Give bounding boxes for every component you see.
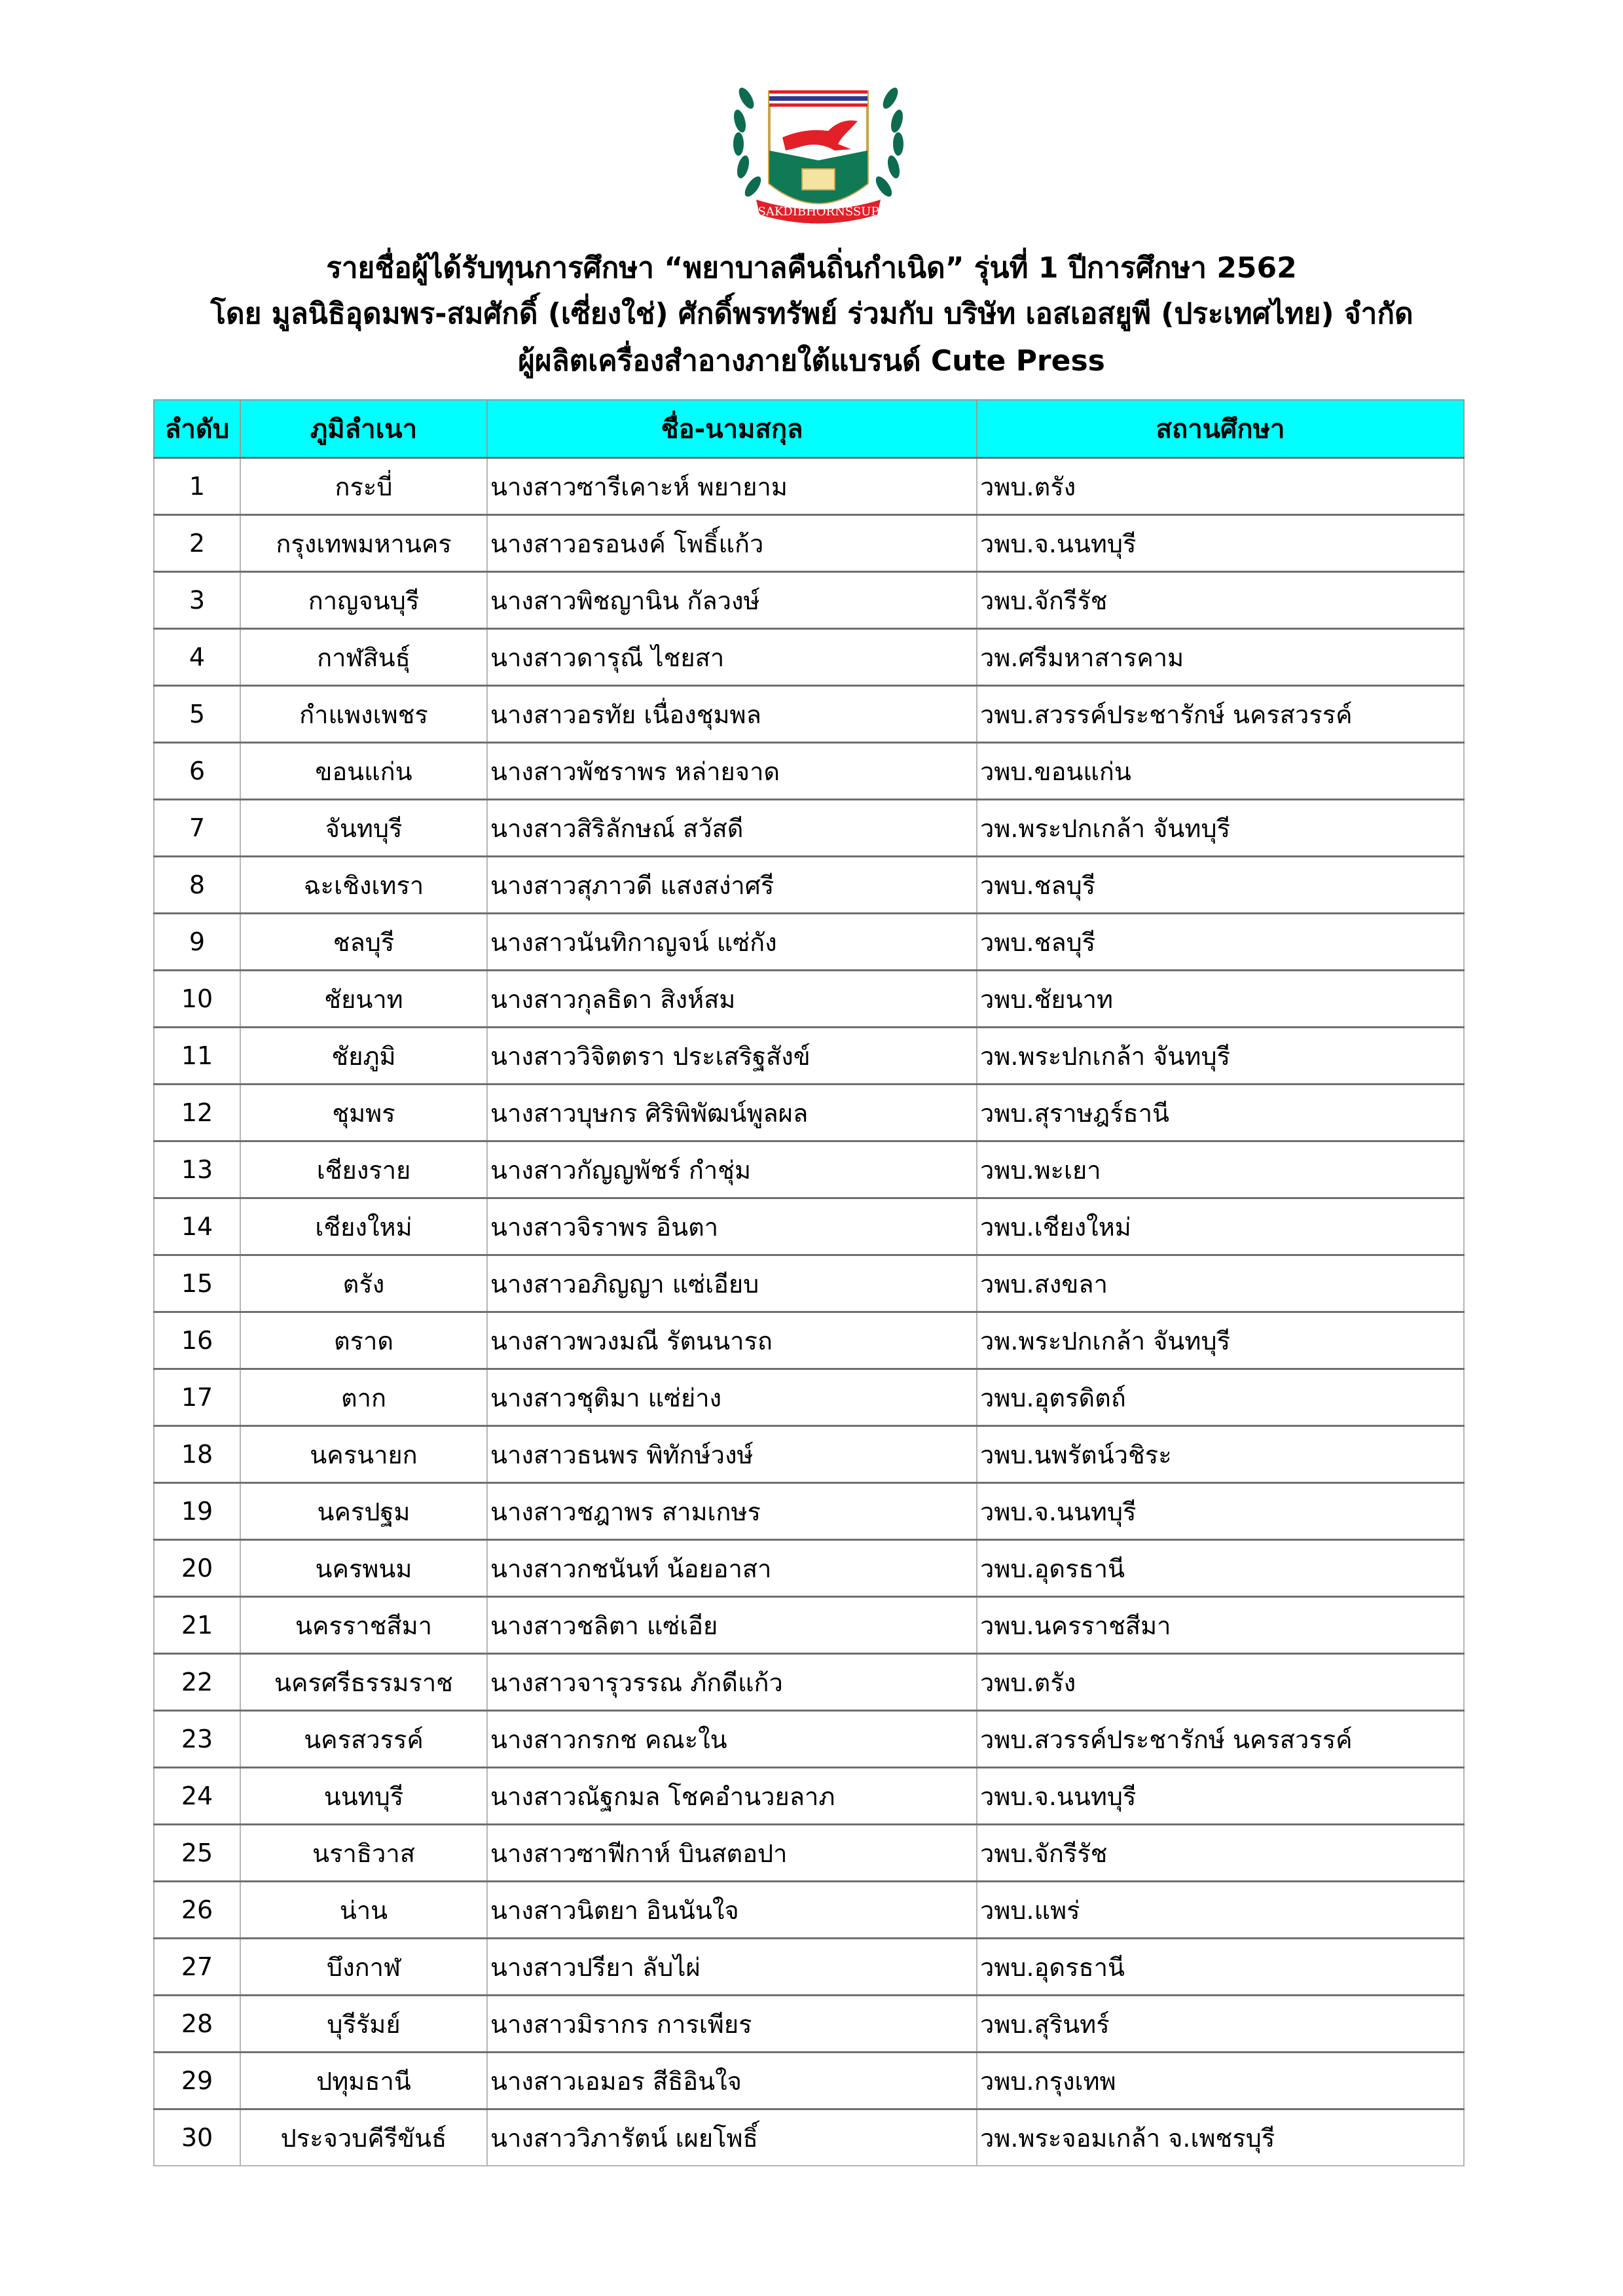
cell-institution: วพบ.สวรรค์ประชารักษ์ นครสวรรค์ [977,1711,1464,1768]
cell-hometown: ปทุมธานี [240,2053,487,2109]
cell-order: 20 [154,1540,240,1597]
cell-full-name: นางสาวชุติมา แซ่ย่าง [487,1369,977,1426]
cell-hometown: ชัยนาท [240,971,487,1028]
cell-hometown: กำแพงเพชร [240,686,487,743]
cell-order: 21 [154,1597,240,1654]
table-row [154,743,1464,800]
cell-full-name: นางสาวบุษกร ศิริพิพัฒน์พูลผล [487,1085,977,1141]
table-row [154,1939,1464,1996]
cell-hometown: ตาก [240,1369,487,1426]
header-hometown: ภูมิลำเนา [240,400,487,458]
table-row [154,1141,1464,1198]
table-row [154,1255,1464,1312]
cell-order: 30 [154,2109,240,2166]
cell-hometown: ชัยภูมิ [240,1028,487,1085]
cell-hometown: จันทบุรี [240,800,487,857]
cell-institution: วพบ.จ.นนทบุรี [977,1768,1464,1825]
cell-full-name: นางสาวซาฟีกาห์ บินสตอปา [487,1825,977,1882]
cell-full-name: นางสาวอรทัย เนื่องชุมพล [487,686,977,743]
cell-full-name: นางสาวนันทิกาญจน์ แซ่กัง [487,914,977,971]
cell-order: 10 [154,971,240,1028]
cell-institution: วพ.พระปกเกล้า จันทบุรี [977,800,1464,857]
cell-institution: วพบ.นครราชสีมา [977,1597,1464,1654]
cell-hometown: น่าน [240,1882,487,1939]
cell-order: 13 [154,1141,240,1198]
cell-hometown: นครราชสีมา [240,1597,487,1654]
cell-full-name: นางสาววิภารัตน์ เผยโพธิ์ [487,2109,977,2166]
table-row [154,857,1464,914]
cell-hometown: กรุงเทพมหานคร [240,515,487,572]
cell-order: 3 [154,572,240,629]
cell-order: 24 [154,1768,240,1825]
cell-full-name: นางสาววิจิตตรา ประเสริฐสังข์ [487,1028,977,1085]
cell-institution: วพบ.จักรีรัช [977,572,1464,629]
cell-full-name: นางสาวสิริลักษณ์ สวัสดี [487,800,977,857]
cell-full-name: นางสาวสุภาวดี แสงสง่าศรี [487,857,977,914]
cell-institution: วพ.พระปกเกล้า จันทบุรี [977,1312,1464,1369]
cell-order: 17 [154,1369,240,1426]
table-row [154,2109,1464,2166]
foundation-logo [720,52,917,229]
cell-order: 28 [154,1996,240,2053]
cell-order: 6 [154,743,240,800]
table-row [154,1312,1464,1369]
table-row [154,1996,1464,2053]
header-institution: สถานศึกษา [977,400,1464,458]
cell-hometown: นครพนม [240,1540,487,1597]
table-row [154,1198,1464,1255]
cell-institution: วพบ.สุราษฎร์ธานี [977,1085,1464,1141]
cell-institution: วพบ.จักรีรัช [977,1825,1464,1882]
cell-hometown: นครปฐม [240,1483,487,1540]
cell-full-name: นางสาวพิชญานิน กัลวงษ์ [487,572,977,629]
cell-order: 9 [154,914,240,971]
table-row [154,1597,1464,1654]
header-order: ลำดับ [154,400,240,458]
table-header-row [154,400,1464,458]
cell-full-name: นางสาวอรอนงค์ โพธิ์แก้ว [487,515,977,572]
cell-full-name: นางสาวชฎาพร สามเกษร [487,1483,977,1540]
table-row [154,458,1464,515]
cell-order: 26 [154,1882,240,1939]
cell-hometown: ชลบุรี [240,914,487,971]
cell-full-name: นางสาวดารุณี ไชยสา [487,629,977,686]
cell-institution: วพบ.เชียงใหม่ [977,1198,1464,1255]
cell-institution: วพบ.ชลบุรี [977,914,1464,971]
table-row [154,971,1464,1028]
cell-full-name: นางสาวปรียา ลับไผ่ [487,1939,977,1996]
cell-hometown: นครศรีธรรมราช [240,1654,487,1711]
cell-institution: วพบ.ตรัง [977,458,1464,515]
cell-order: 23 [154,1711,240,1768]
cell-order: 2 [154,515,240,572]
cell-order: 27 [154,1939,240,1996]
cell-order: 5 [154,686,240,743]
cell-full-name: นางสาวกชนันท์ น้อยอาสา [487,1540,977,1597]
cell-full-name: นางสาวจิราพร อินตา [487,1198,977,1255]
cell-institution: วพบ.สงขลา [977,1255,1464,1312]
cell-hometown: นราธิวาส [240,1825,487,1882]
cell-order: 18 [154,1426,240,1483]
cell-full-name: นางสาวชลิตา แซ่เอีย [487,1597,977,1654]
document-title-line-3: ผู้ผลิตเครื่องสำอางภายใต้แบรนด์ Cute Press [518,344,1105,378]
cell-order: 7 [154,800,240,857]
cell-hometown: นนทบุรี [240,1768,487,1825]
cell-full-name: นางสาวจารุวรรณ ภักดีแก้ว [487,1654,977,1711]
cell-hometown: ตราด [240,1312,487,1369]
table-row [154,1028,1464,1085]
cell-institution: วพบ.ตรัง [977,1654,1464,1711]
cell-hometown: ขอนแก่น [240,743,487,800]
cell-order: 11 [154,1028,240,1085]
cell-order: 22 [154,1654,240,1711]
header-full-name: ชื่อ-นามสกุล [487,400,977,458]
table-row [154,515,1464,572]
cell-institution: วพบ.พะเยา [977,1141,1464,1198]
table-row [154,1768,1464,1825]
cell-institution: วพบ.ขอนแก่น [977,743,1464,800]
cell-institution: วพบ.อุตรดิตถ์ [977,1369,1464,1426]
cell-hometown: ตรัง [240,1255,487,1312]
cell-hometown: ประจวบคีรีขันธ์ [240,2109,487,2166]
table-row [154,1369,1464,1426]
cell-institution: วพบ.อุดรธานี [977,1939,1464,1996]
cell-full-name: นางสาวธนพร พิทักษ์วงษ์ [487,1426,977,1483]
cell-full-name: นางสาวกุลธิดา สิงห์สม [487,971,977,1028]
logo-text: SAKDIBHORNSSUP [757,205,879,219]
cell-hometown: ชุมพร [240,1085,487,1141]
cell-full-name: นางสาวเอมอร สีธิอินใจ [487,2053,977,2109]
cell-institution: วพบ.อุดรธานี [977,1540,1464,1597]
cell-hometown: ฉะเชิงเทรา [240,857,487,914]
table-row [154,1825,1464,1882]
cell-order: 14 [154,1198,240,1255]
document-title-line-1: รายชื่อผู้ได้รับทุนการศึกษา “พยาบาลคืนถิ่นกำเนิด” รุ่นที่ 1 ปีการศึกษา 2562 [326,251,1297,285]
cell-full-name: นางสาวพวงมณี รัตนนารถ [487,1312,977,1369]
cell-order: 25 [154,1825,240,1882]
table-row [154,2053,1464,2109]
cell-hometown: บุรีรัมย์ [240,1996,487,2053]
cell-institution: วพบ.ชลบุรี [977,857,1464,914]
cell-full-name: นางสาวกัญญพัชร์ กำชุ่ม [487,1141,977,1198]
cell-hometown: เชียงราย [240,1141,487,1198]
cell-order: 29 [154,2053,240,2109]
cell-institution: วพบ.จ.นนทบุรี [977,1483,1464,1540]
laurel-right-icon [873,85,905,199]
table-row [154,800,1464,857]
cell-full-name: นางสาวมิรากร การเพียร [487,1996,977,2053]
cell-order: 4 [154,629,240,686]
cell-full-name: นางสาวพัชราพร หล่ายจาด [487,743,977,800]
scholarship-recipients-table [153,399,1465,2166]
document-title-line-2: โดย มูลนิธิอุดมพร-สมศักดิ์ (เซี่ยงใช่) ศักดิ์พรทรัพย์ ร่วมกับ บริษัท เอสเอสยูพี (ประเทศไทย) จำกัด [210,297,1413,331]
cell-full-name: นางสาวอภิญญา แซ่เอียบ [487,1255,977,1312]
cell-order: 1 [154,458,240,515]
table-row [154,1540,1464,1597]
table-row [154,1882,1464,1939]
cell-institution: วพบ.สุรินทร์ [977,1996,1464,2053]
cell-order: 19 [154,1483,240,1540]
table-row [154,1085,1464,1141]
cell-institution: วพบ.ชัยนาท [977,971,1464,1028]
table-row [154,1654,1464,1711]
cell-order: 8 [154,857,240,914]
table-row [154,1483,1464,1540]
table-row [154,1711,1464,1768]
book-icon [802,169,835,190]
cell-hometown: นครนายก [240,1426,487,1483]
cell-hometown: กาญจนบุรี [240,572,487,629]
table-row [154,914,1464,971]
cell-hometown: เชียงใหม่ [240,1198,487,1255]
cell-order: 15 [154,1255,240,1312]
cell-institution: วพ.ศรีมหาสารคาม [977,629,1464,686]
cell-full-name: นางสาวซารีเคาะห์ พยายาม [487,458,977,515]
cell-institution: วพ.พระจอมเกล้า จ.เพชรบุรี [977,2109,1464,2166]
cell-hometown: นครสวรรค์ [240,1711,487,1768]
cell-full-name: นางสาวกรกช คณะใน [487,1711,977,1768]
cell-hometown: กาฬสินธุ์ [240,629,487,686]
table-row [154,572,1464,629]
table-row [154,686,1464,743]
cell-institution: วพบ.จ.นนทบุรี [977,515,1464,572]
cell-order: 12 [154,1085,240,1141]
cell-order: 16 [154,1312,240,1369]
cell-institution: วพบ.นพรัตน์วชิระ [977,1426,1464,1483]
cell-institution: วพ.พระปกเกล้า จันทบุรี [977,1028,1464,1085]
cell-hometown: บึงกาฬ [240,1939,487,1996]
cell-institution: วพบ.แพร่ [977,1882,1464,1939]
cell-full-name: นางสาวนิตยา อินนันใจ [487,1882,977,1939]
table-row [154,629,1464,686]
cell-full-name: นางสาวณัฐกมล โชคอำนวยลาภ [487,1768,977,1825]
table-row [154,1426,1464,1483]
cell-institution: วพบ.สวรรค์ประชารักษ์ นครสวรรค์ [977,686,1464,743]
cell-institution: วพบ.กรุงเทพ [977,2053,1464,2109]
cell-hometown: กระบี่ [240,458,487,515]
laurel-left-icon [732,85,764,199]
